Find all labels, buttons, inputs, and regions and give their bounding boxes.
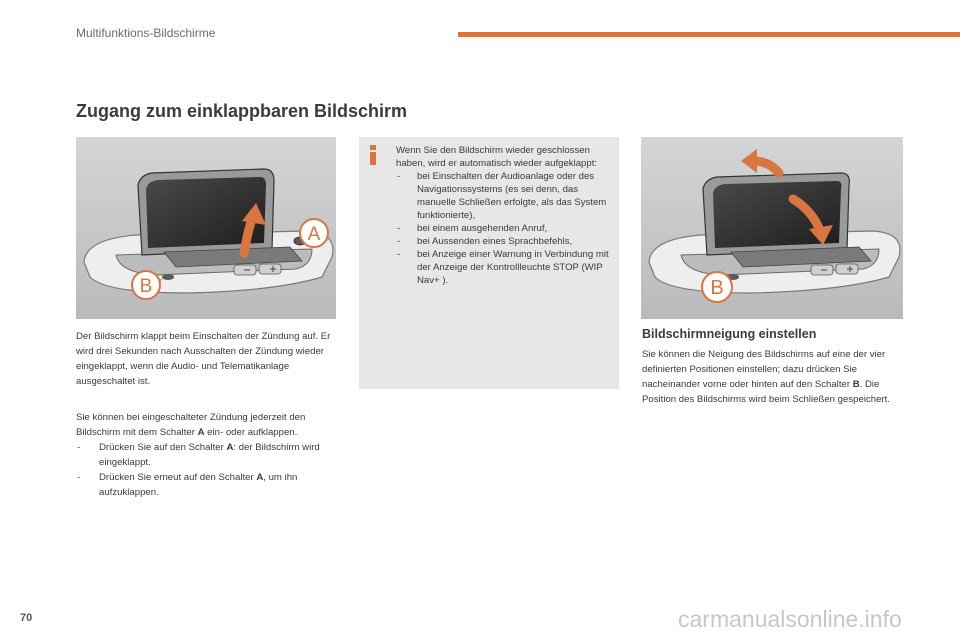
header-section-title: Multifunktions-Bildschirme (76, 26, 216, 40)
callout-label-b: B (710, 277, 724, 299)
illustration-screen-tilt (641, 137, 903, 319)
text-span: Drücken Sie erneut auf den Schalter (99, 472, 257, 483)
paragraph-switch-a (76, 410, 340, 440)
switch-label: A (226, 442, 234, 453)
text-span: Sie können die Neigung des Bildschirms auf eine der vier definierten Positionen einstellen; dazu drücken Sie nacheinander vorne oder hinten auf den Schalter (642, 349, 886, 390)
illustration-screen-unfold (76, 137, 336, 319)
text-span: Sie können bei eingeschalteter Zündung jederzeit den Bildschirm mit dem Schalter (76, 412, 306, 438)
info-icon (367, 145, 379, 165)
page-title: Zugang zum einklappbaren Bildschirm (76, 101, 408, 121)
text-span: Drücken Sie auf den Schalter (99, 442, 227, 453)
step-item (76, 470, 340, 500)
info-list-item: - bei Anzeige einer Warnung in Verbindung mit der Anzeige der Kontrollleuchte STOP (WIP Nav+ ). (396, 248, 616, 287)
callout-label-a: A (307, 224, 321, 245)
switch-label: B (852, 379, 860, 390)
steps-list (76, 440, 340, 500)
switch-label: A (256, 472, 264, 483)
page-number: 70 (20, 612, 33, 624)
watermark: carmanualsonline.info (678, 606, 902, 632)
switch-label: A (197, 427, 205, 438)
info-list (396, 170, 616, 287)
text-span: : der Bildschirm wird eingeklappt. (99, 442, 320, 468)
paragraph-fold-behavior: Der Bildschirm klappt beim Einschalten der Zündung auf. Er wird drei Sekunden nach Ausschalten der Zündung wieder eingeklappt, wenn die Audio- und Telematikanlage ausgeschaltet ist. (76, 331, 331, 387)
info-list-item: - bei Aussenden eines Sprachbefehls, (396, 235, 616, 248)
callout-label-b: B (139, 276, 153, 297)
step-item (76, 440, 340, 470)
info-box (359, 137, 619, 389)
header-accent-bar (458, 32, 960, 37)
info-list-item: - bei Einschalten der Audioanlage oder des Navigationssystems (es sei denn, das manuelle Schließen erfolgte, als das System funktionierte), (396, 170, 616, 222)
info-list-item: - bei einem ausgehenden Anruf, (396, 222, 616, 235)
text-span: ein- oder aufklappen. (204, 427, 298, 438)
section-heading-tilt: Bildschirmneigung einstellen (642, 327, 817, 341)
paragraph-tilt (642, 347, 904, 407)
text-span: , um ihn aufzuklappen. (99, 472, 298, 498)
info-intro: Wenn Sie den Bildschirm wieder geschlossen haben, wird er automatisch wieder aufgeklappt: (396, 145, 598, 169)
text-span: . Die Position des Bildschirms wird beim Schließen gespeichert. (642, 379, 890, 405)
